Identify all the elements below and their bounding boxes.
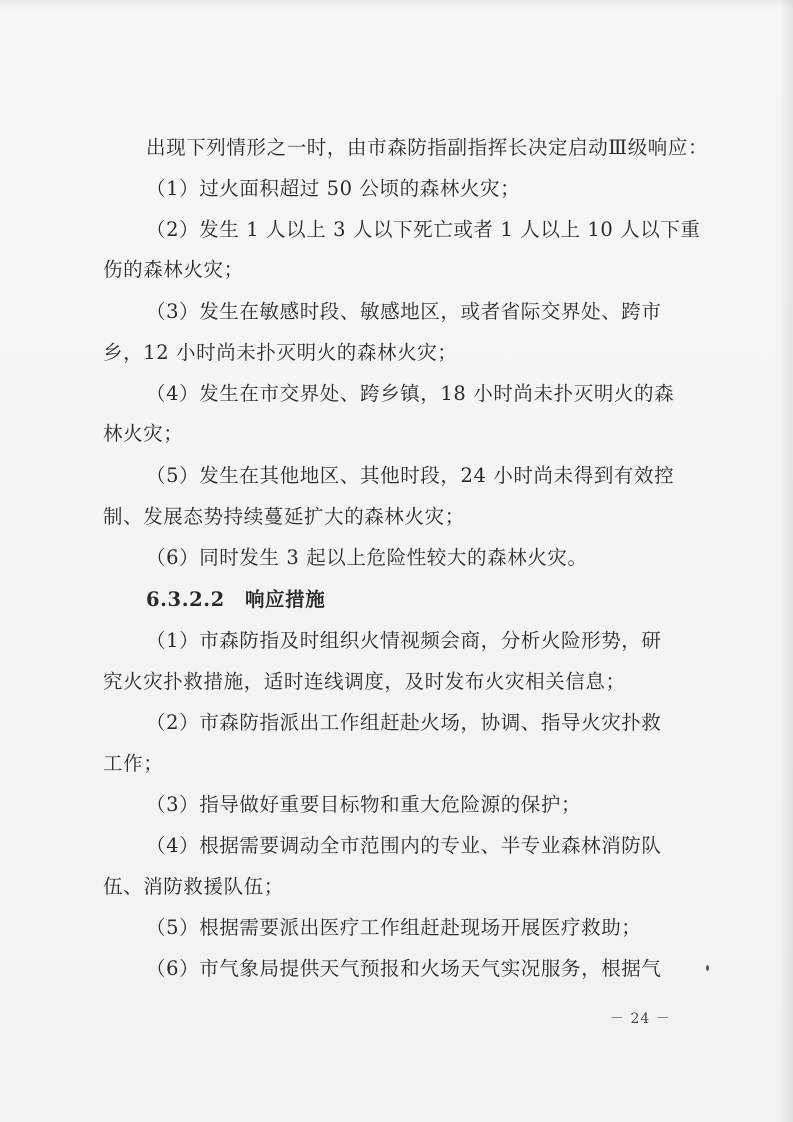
condition-3-line-2: 乡，12 小时尚未扑灭明火的森林火灾； [103, 341, 458, 364]
measure-2-line-2: 工作； [103, 752, 164, 775]
measure-3: （3）指导做好重要目标物和重大危险源的保护； [146, 793, 582, 816]
measure-6-line-1: （6）市气象局提供天气预报和火场天气实况服务，根据气 [146, 957, 662, 980]
measure-1-line-2: 究火灾扑救措施，适时连线调度，及时发布火灾相关信息； [103, 670, 626, 693]
condition-5-line-2: 制、发展态势持续蔓延扩大的森林火灾； [103, 505, 465, 528]
measure-1-line-1: （1）市森防指及时组织火情视频会商，分析火险形势，研 [146, 629, 662, 652]
paragraph-intro: 出现下列情形之一时，由市森防指副指挥长决定启动Ⅲ级响应： [146, 136, 709, 159]
scan-shadow-top [0, 0, 793, 10]
scan-speck [706, 965, 709, 971]
condition-2-line-1: （2）发生 1 人以上 3 人以下死亡或者 1 人以上 10 人以下重 [146, 218, 701, 241]
scan-shadow-right [779, 0, 793, 1122]
measure-5: （5）根据需要派出医疗工作组赶赴现场开展医疗救助； [146, 916, 642, 939]
condition-2-line-2: 伤的森林火灾； [103, 258, 244, 281]
condition-4-line-1: （4）发生在市交界处、跨乡镇，18 小时尚未扑灭明火的森 [146, 382, 675, 405]
condition-5-line-1: （5）发生在其他地区、其他时段，24 小时尚未得到有效控 [146, 464, 675, 487]
condition-1: （1）过火面积超过 50 公顷的森林火灾； [146, 177, 521, 200]
condition-6: （6）同时发生 3 起以上危险性较大的森林火灾。 [146, 546, 588, 569]
section-heading: 6.3.2.2 响应措施 [146, 588, 326, 611]
condition-3-line-1: （3）发生在敏感时段、敏感地区，或者省际交界处、跨市 [146, 300, 662, 323]
measure-4-line-2: 伍、消防救援队伍； [103, 875, 284, 898]
measure-2-line-1: （2）市森防指派出工作组赶赴火场，协调、指导火灾扑救 [146, 711, 662, 734]
measure-4-line-1: （4）根据需要调动全市范围内的专业、半专业森林消防队 [146, 834, 662, 857]
condition-4-line-2: 林火灾； [103, 422, 184, 445]
page-number: － 24 － [610, 1011, 671, 1027]
